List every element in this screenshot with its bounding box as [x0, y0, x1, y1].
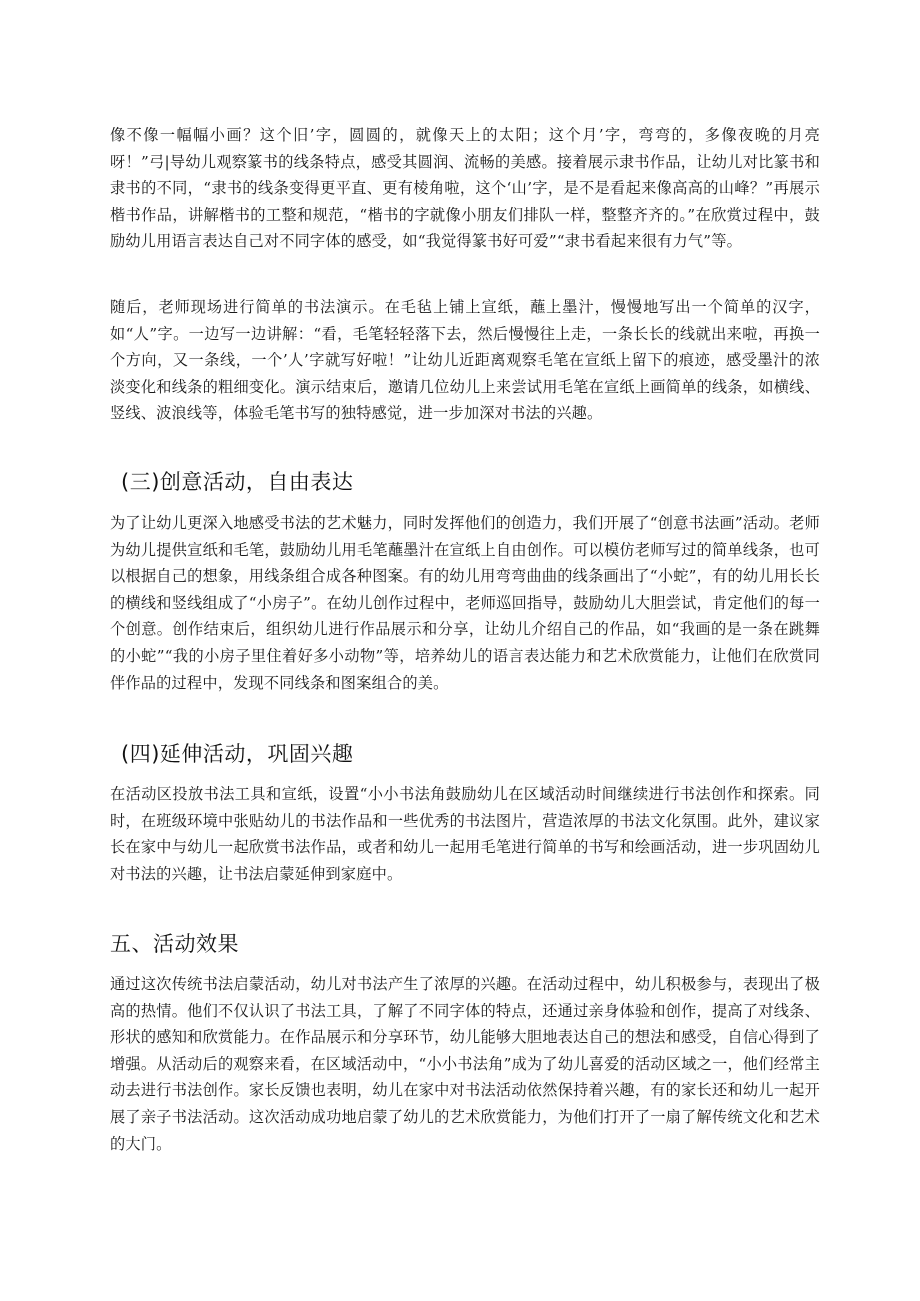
heading-extension-activity: (四)延伸活动，巩固兴趣: [121, 742, 354, 766]
heading-activity-effect: 五、活动效果: [110, 932, 239, 956]
paragraph-activity-effect: 通过这次传统书法启蒙活动，幼儿对书法产生了浓厚的兴趣。在活动过程中，幼儿积极参与，表现出了极高的热情。他们不仅认识了书法工具，了解了不同字体的特点，还通过亲身体验和创作，提高了对线条、形状的感知和欣赏能力。在作品展示和分享环节，幼儿能够大胆地表达自己的想法和感受，自信心得到了增强。从活动后的观察来看，在区域活动中，“小小书法角”成为了幼儿喜爱的活动区域之一，他们经常主动去进行书法创作。家长反馈也表明，幼儿在家中对书法活动依然保持着兴趣，有的家长还和幼儿一起开展了亲子书法活动。这次活动成功地启蒙了幼儿的艺术欣赏能力，为他们打开了一扇了解传统文化和艺术的大门。: [110, 975, 820, 1153]
paragraph-calligraphy-appreciation: 像不像一幅幅小画？这个旧’字，圆圆的，就像天上的太阳；这个月’字，弯弯的，多像夜晚的月亮呀！”弓|导幼儿观察篆书的线条特点，感受其圆润、流畅的美感。接着展示隶书作品，让幼儿对比篆书和隶书的不同，“隶书的线条变得更平直、更有棱角啦，这个‘山’字，是不是看起来像高高的山峰？”再展示楷书作品，讲解楷书的工整和规范，“楷书的字就像小朋友们排队一样，整整齐齐的。”在欣赏过程中，鼓励幼儿用语言表达自己对不同字体的感受，如“我觉得篆书好可爱”“隶书看起来很有力气”等。: [110, 126, 820, 251]
paragraph-creative-activity: 为了让幼儿更深入地感受书法的艺术魅力，同时发挥他们的创造力，我们开展了“创意书法画”活动。老师为幼儿提供宣纸和毛笔，鼓励幼儿用毛笔蘸墨汁在宣纸上自由创作。可以模仿老师写过的简单线条，也可以根据自己的想象，用线条组合成各种图案。有的幼儿用弯弯曲曲的线条画出了“小蛇”，有的幼儿用长长的横线和竖线组成了“小房子”。在幼儿创作过程中，老师巡回指导，鼓励幼儿大胆尝试，肯定他们的每一个创意。创作结束后，组织幼儿进行作品展示和分享，让幼儿介绍自己的作品，如“我画的是一条在跳舞的小蛇”“我的小房子里住着好多小动物”等，培养幼儿的语言表达能力和艺术欣赏能力，让他们在欣赏同伴作品的过程中，发现不同线条和图案组合的美。: [110, 514, 820, 692]
paragraph-calligraphy-demo: 随后，老师现场进行简单的书法演示。在毛毡上铺上宣纸，蘸上墨汁，慢慢地写出一个简单的汉字，如“人”字。一边写一边讲解：“看，毛笔轻轻落下去，然后慢慢往上走，一条长长的线就出来啦，再换一个方向，又一条线，一个’人’字就写好啦！”让幼儿近距离观察毛笔在宣纸上留下的痕迹，感受墨汁的浓淡变化和线条的粗细变化。演示结束后，邀请几位幼儿上来尝试用毛笔在宣纸上画简单的线条，如横线、竖线、波浪线等，体验毛笔书写的独特感觉，进一步加深对书法的兴趣。: [110, 298, 820, 423]
heading-creative-activity: (三)创意活动，自由表达: [121, 470, 354, 494]
paragraph-extension-activity: 在活动区投放书法工具和宣纸，设置“小小书法角鼓励幼儿在区域活动时间继续进行书法创作和探索。同时，在班级环境中张贴幼儿的书法作品和一些优秀的书法图片，营造浓厚的书法文化氛围。此外，建议家长在家中与幼儿一起欣赏书法作品，或者和幼儿一起用毛笔进行简单的书写和绘画活动，进一步巩固幼儿对书法的兴趣，让书法启蒙延伸到家庭中。: [110, 785, 820, 883]
